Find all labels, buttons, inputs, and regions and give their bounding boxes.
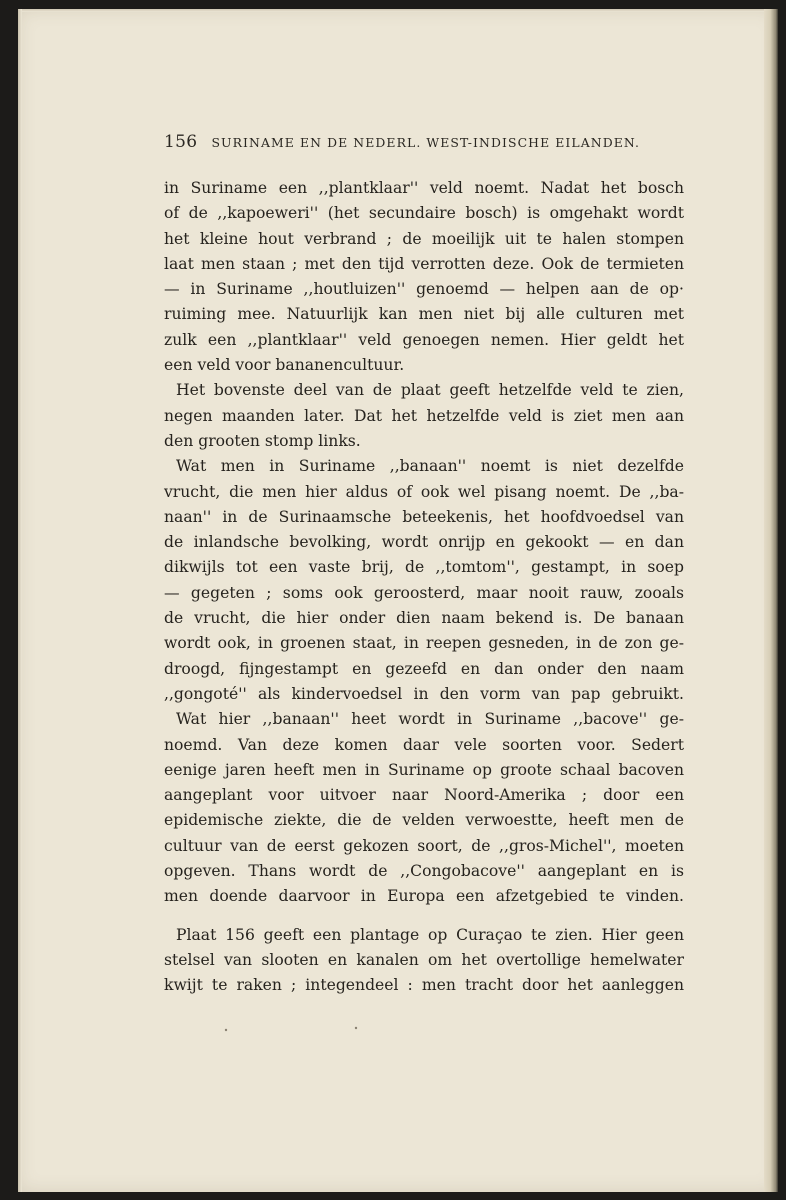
- text-line: kwijt te raken ; integendeel : men tracht door het aanleggen: [164, 976, 684, 995]
- text-line: Wat hier ,,banaan'' heet wordt in Suriname ,,bacove'' ge-: [176, 710, 684, 729]
- text-line: — in Suriname ,,houtluizen'' genoemd — helpen aan de op·: [164, 280, 684, 299]
- text-line: noemd. Van deze komen daar vele soorten voor. Sedert: [164, 735, 684, 754]
- text-line: men doende daarvoor in Europa een afzetgebied te vinden.: [164, 887, 684, 906]
- text-line: een veld voor bananencultuur.: [164, 356, 405, 375]
- text-line: negen maanden later. Dat het hetzelfde veld is ziet men aan: [164, 406, 684, 425]
- paper-speck: [225, 1029, 227, 1031]
- text-line: Het bovenste deel van de plaat geeft hetzelfde veld te zien,: [176, 381, 684, 400]
- text-line: ruiming mee. Natuurlijk kan men niet bij alle culturen met: [164, 305, 684, 324]
- text-line: laat men staan ; met den tijd verrotten deze. Ook de termieten: [164, 254, 684, 273]
- text-line: Plaat 156 geeft een plantage op Curaçao te zien. Hier geen: [176, 925, 684, 944]
- text-line: — gegeten ; soms ook geroosterd, maar nooit rauw, zooals: [164, 583, 684, 602]
- text-line: cultuur van de eerst gekozen soort, de ,,gros-Michel'', moeten: [164, 836, 684, 855]
- running-title: SURINAME EN DE NEDERL. WEST-INDISCHE EILANDEN.: [211, 135, 641, 150]
- text-line: Wat men in Suriname ,,banaan'' noemt is niet dezelfde: [176, 457, 684, 476]
- text-line: dikwijls tot een vaste brij, de ,,tomtom'', gestampt, in soep: [164, 558, 684, 577]
- text-line: opgeven. Thans wordt de ,,Congobacove'' aangeplant en is: [164, 862, 684, 881]
- paper-speck: [355, 1027, 357, 1029]
- text-line: de vrucht, die hier onder dien naam bekend is. De banaan: [164, 609, 684, 628]
- text-line: ,,gongoté'' als kindervoedsel in den vorm van pap gebruikt.: [164, 684, 684, 703]
- text-line: wordt ook, in groenen staat, in reepen gesneden, in de zon ge-: [164, 634, 684, 653]
- text-line: het kleine hout verbrand ; de moeilijk uit te halen stompen: [164, 229, 684, 248]
- text-line: in Suriname een ,,plantklaar'' veld noemt. Nadat het bosch: [164, 179, 684, 197]
- text-line: eenige jaren heeft men in Suriname op groote schaal bacoven: [164, 760, 684, 779]
- text-line: stelsel van slooten en kanalen om het overtollige hemelwater: [164, 950, 684, 969]
- text-line: epidemische ziekte, die de velden verwoestte, heeft men de: [164, 811, 684, 830]
- text-line: vrucht, die men hier aldus of ook wel pisang noemt. De ,,ba-: [164, 482, 684, 501]
- text-line: naan'' in de Surinaamsche beteekenis, het hoofdvoedsel van: [164, 507, 684, 526]
- text-line: aangeplant voor uitvoer naar Noord-Amerika ; door een: [164, 786, 684, 805]
- text-line: droogd, fijngestampt en gezeefd en dan onder den naam: [164, 659, 684, 678]
- text-line: zulk een ,,plantklaar'' veld genoegen nemen. Hier geldt het: [164, 330, 684, 349]
- text-line: of de ,,kapoeweri'' (het secundaire bosch) is omgehakt wordt: [164, 204, 684, 223]
- text-line: den grooten stomp links.: [164, 431, 361, 450]
- text-line: de inlandsche bevolking, wordt onrijp en gekookt — en dan: [164, 533, 684, 552]
- page-number: 156: [164, 132, 198, 152]
